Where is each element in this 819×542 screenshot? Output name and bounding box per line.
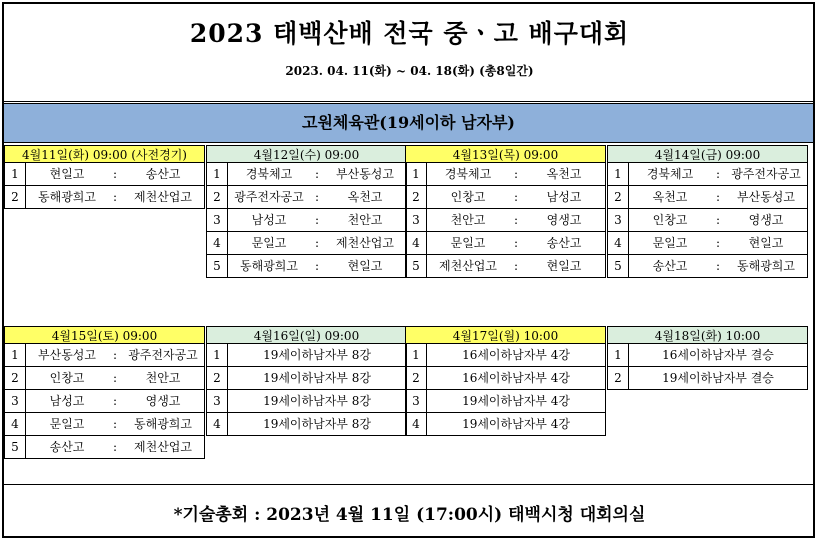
match-number: 1 <box>608 344 629 366</box>
day-header: 4월18일(화) 10:00 <box>607 326 808 344</box>
away-team: 광주전자공고 <box>128 348 198 362</box>
match-number: 1 <box>406 344 427 366</box>
match-label: 19세이하남자부 8강 <box>263 394 371 408</box>
match-number: 4 <box>406 232 427 254</box>
versus-separator: : <box>715 167 721 181</box>
versus-separator: : <box>314 167 320 181</box>
away-team: 동해광희고 <box>134 417 192 431</box>
home-team: 남성고 <box>49 394 85 408</box>
match-row <box>206 390 407 413</box>
match-number: 3 <box>406 209 427 231</box>
day-header: 4월13일(목) 09:00 <box>405 145 606 163</box>
home-team: 경북체고 <box>646 167 694 181</box>
day-header: 4월15일(토) 09:00 <box>4 326 205 344</box>
home-team: 동해광희고 <box>240 259 298 273</box>
away-team: 부산동성고 <box>336 167 394 181</box>
home-team: 인창고 <box>652 213 688 227</box>
match-row <box>607 232 808 255</box>
match-row <box>607 255 808 278</box>
match-row <box>607 163 808 186</box>
match-row <box>4 413 205 436</box>
home-team: 경북체고 <box>444 167 492 181</box>
match-row <box>607 186 808 209</box>
versus-separator: : <box>112 394 118 408</box>
match-row <box>4 390 205 413</box>
day-column <box>206 145 407 278</box>
day-column <box>607 145 808 278</box>
versus-separator: : <box>513 167 519 181</box>
match-row <box>206 163 407 186</box>
match-row <box>4 344 205 367</box>
home-team: 문일고 <box>251 236 287 250</box>
match-number: 4 <box>406 413 427 435</box>
home-team: 남성고 <box>251 213 287 227</box>
day-column <box>206 326 407 436</box>
match-label: 19세이하남자부 8강 <box>263 371 371 385</box>
match-label: 19세이하남자부 결승 <box>662 371 774 385</box>
match-number: 3 <box>406 390 427 412</box>
versus-separator: : <box>314 190 320 204</box>
match-number: 2 <box>608 367 629 389</box>
match-number: 2 <box>5 367 26 389</box>
away-team: 송산고 <box>145 167 181 181</box>
versus-separator: : <box>715 190 721 204</box>
page-title: 2023 태백산배 전국 중ㆍ고 배구대회 <box>189 19 630 48</box>
match-row <box>405 367 606 390</box>
match-row <box>206 232 407 255</box>
day-header: 4월17일(월) 10:00 <box>405 326 606 344</box>
away-team: 옥천고 <box>347 190 383 204</box>
home-team: 광주전자공고 <box>234 190 304 204</box>
home-team: 현일고 <box>49 167 85 181</box>
versus-separator: : <box>513 213 519 227</box>
home-team: 문일고 <box>652 236 688 250</box>
match-number: 2 <box>207 367 228 389</box>
match-row <box>206 209 407 232</box>
match-number: 1 <box>406 163 427 185</box>
match-label: 16세이하남자부 결승 <box>662 348 774 362</box>
versus-separator: : <box>314 236 320 250</box>
versus-separator: : <box>513 190 519 204</box>
match-row <box>607 344 808 367</box>
match-number: 3 <box>207 209 228 231</box>
match-number: 1 <box>608 163 629 185</box>
away-team: 영생고 <box>145 394 181 408</box>
away-team: 송산고 <box>546 236 582 250</box>
away-team: 제천산업고 <box>134 190 192 204</box>
home-team: 부산동성고 <box>38 348 96 362</box>
match-row <box>206 367 407 390</box>
home-team: 제천산업고 <box>439 259 497 273</box>
versus-separator: : <box>715 213 721 227</box>
home-team: 경북체고 <box>245 167 293 181</box>
away-team: 제천산업고 <box>134 440 192 454</box>
match-label: 19세이하남자부 4강 <box>462 394 570 408</box>
versus-separator: : <box>314 213 320 227</box>
match-number: 1 <box>207 163 228 185</box>
away-team: 천안고 <box>145 371 181 385</box>
day-header: 4월12일(수) 09:00 <box>206 145 407 163</box>
match-row <box>607 209 808 232</box>
away-team: 영생고 <box>546 213 582 227</box>
versus-separator: : <box>513 236 519 250</box>
match-label: 19세이하남자부 4강 <box>462 417 570 431</box>
away-team: 영생고 <box>748 213 784 227</box>
versus-separator: : <box>112 371 118 385</box>
away-team: 현일고 <box>748 236 784 250</box>
home-team: 문일고 <box>450 236 486 250</box>
match-number: 5 <box>406 255 427 277</box>
away-team: 광주전자공고 <box>731 167 801 181</box>
home-team: 인창고 <box>49 371 85 385</box>
match-row <box>405 232 606 255</box>
match-number: 5 <box>608 255 629 277</box>
match-number: 2 <box>406 367 427 389</box>
match-row <box>405 390 606 413</box>
home-team: 천안고 <box>450 213 486 227</box>
away-team: 제천산업고 <box>336 236 394 250</box>
versus-separator: : <box>112 417 118 431</box>
match-number: 1 <box>5 344 26 366</box>
day-header: 4월16일(일) 09:00 <box>206 326 407 344</box>
match-number: 2 <box>406 186 427 208</box>
versus-separator: : <box>715 236 721 250</box>
away-team: 동해광희고 <box>737 259 795 273</box>
match-row <box>405 209 606 232</box>
day-column <box>405 326 606 436</box>
divider-bottom <box>3 484 814 485</box>
divider-top <box>3 101 814 102</box>
versus-separator: : <box>112 440 118 454</box>
away-team: 남성고 <box>546 190 582 204</box>
match-label: 19세이하남자부 8강 <box>263 417 371 431</box>
day-column <box>607 326 808 390</box>
match-label: 16세이하남자부 4강 <box>462 348 570 362</box>
day-header: 4월11일(화) 09:00 (사전경기) <box>4 145 205 163</box>
match-number: 5 <box>5 436 26 458</box>
match-row <box>4 163 205 186</box>
match-row <box>206 413 407 436</box>
away-team: 현일고 <box>347 259 383 273</box>
versus-separator: : <box>112 348 118 362</box>
away-team: 옥천고 <box>546 167 582 181</box>
day-header: 4월14일(금) 09:00 <box>607 145 808 163</box>
match-number: 3 <box>608 209 629 231</box>
day-column <box>405 145 606 278</box>
match-number: 4 <box>207 413 228 435</box>
match-number: 4 <box>608 232 629 254</box>
venue-banner: 고원체육관(19세이하 남자부) <box>4 103 813 143</box>
home-team: 송산고 <box>652 259 688 273</box>
match-number: 3 <box>207 390 228 412</box>
match-number: 2 <box>5 186 26 208</box>
match-row <box>405 344 606 367</box>
match-number: 3 <box>5 390 26 412</box>
match-label: 19세이하남자부 8강 <box>263 348 371 362</box>
match-row <box>4 436 205 459</box>
away-team: 부산동성고 <box>737 190 795 204</box>
match-number: 5 <box>207 255 228 277</box>
match-number: 2 <box>207 186 228 208</box>
match-number: 2 <box>608 186 629 208</box>
home-team: 문일고 <box>49 417 85 431</box>
match-row <box>405 186 606 209</box>
versus-separator: : <box>513 259 519 273</box>
match-number: 1 <box>5 163 26 185</box>
match-label: 16세이하남자부 4강 <box>462 371 570 385</box>
match-row <box>206 186 407 209</box>
match-number: 1 <box>207 344 228 366</box>
match-row <box>4 186 205 209</box>
match-row <box>206 344 407 367</box>
match-row <box>405 163 606 186</box>
versus-separator: : <box>715 259 721 273</box>
versus-separator: : <box>112 167 118 181</box>
match-number: 4 <box>207 232 228 254</box>
versus-separator: : <box>112 190 118 204</box>
away-team: 현일고 <box>546 259 582 273</box>
match-row <box>206 255 407 278</box>
home-team: 동해광희고 <box>38 190 96 204</box>
technical-meeting-note: *기술총회 : 2023년 4월 11일 (17:00시) 태백시청 대회의실 <box>173 505 646 525</box>
day-column <box>4 145 205 209</box>
home-team: 인창고 <box>450 190 486 204</box>
away-team: 천안고 <box>347 213 383 227</box>
tournament-period: 2023. 04. 11(화) ~ 04. 18(화) (총8일간) <box>285 64 534 78</box>
versus-separator: : <box>314 259 320 273</box>
home-team: 송산고 <box>49 440 85 454</box>
match-number: 4 <box>5 413 26 435</box>
match-row <box>4 367 205 390</box>
match-row <box>607 367 808 390</box>
match-row <box>405 413 606 436</box>
day-column <box>4 326 205 459</box>
match-row <box>405 255 606 278</box>
home-team: 옥천고 <box>652 190 688 204</box>
